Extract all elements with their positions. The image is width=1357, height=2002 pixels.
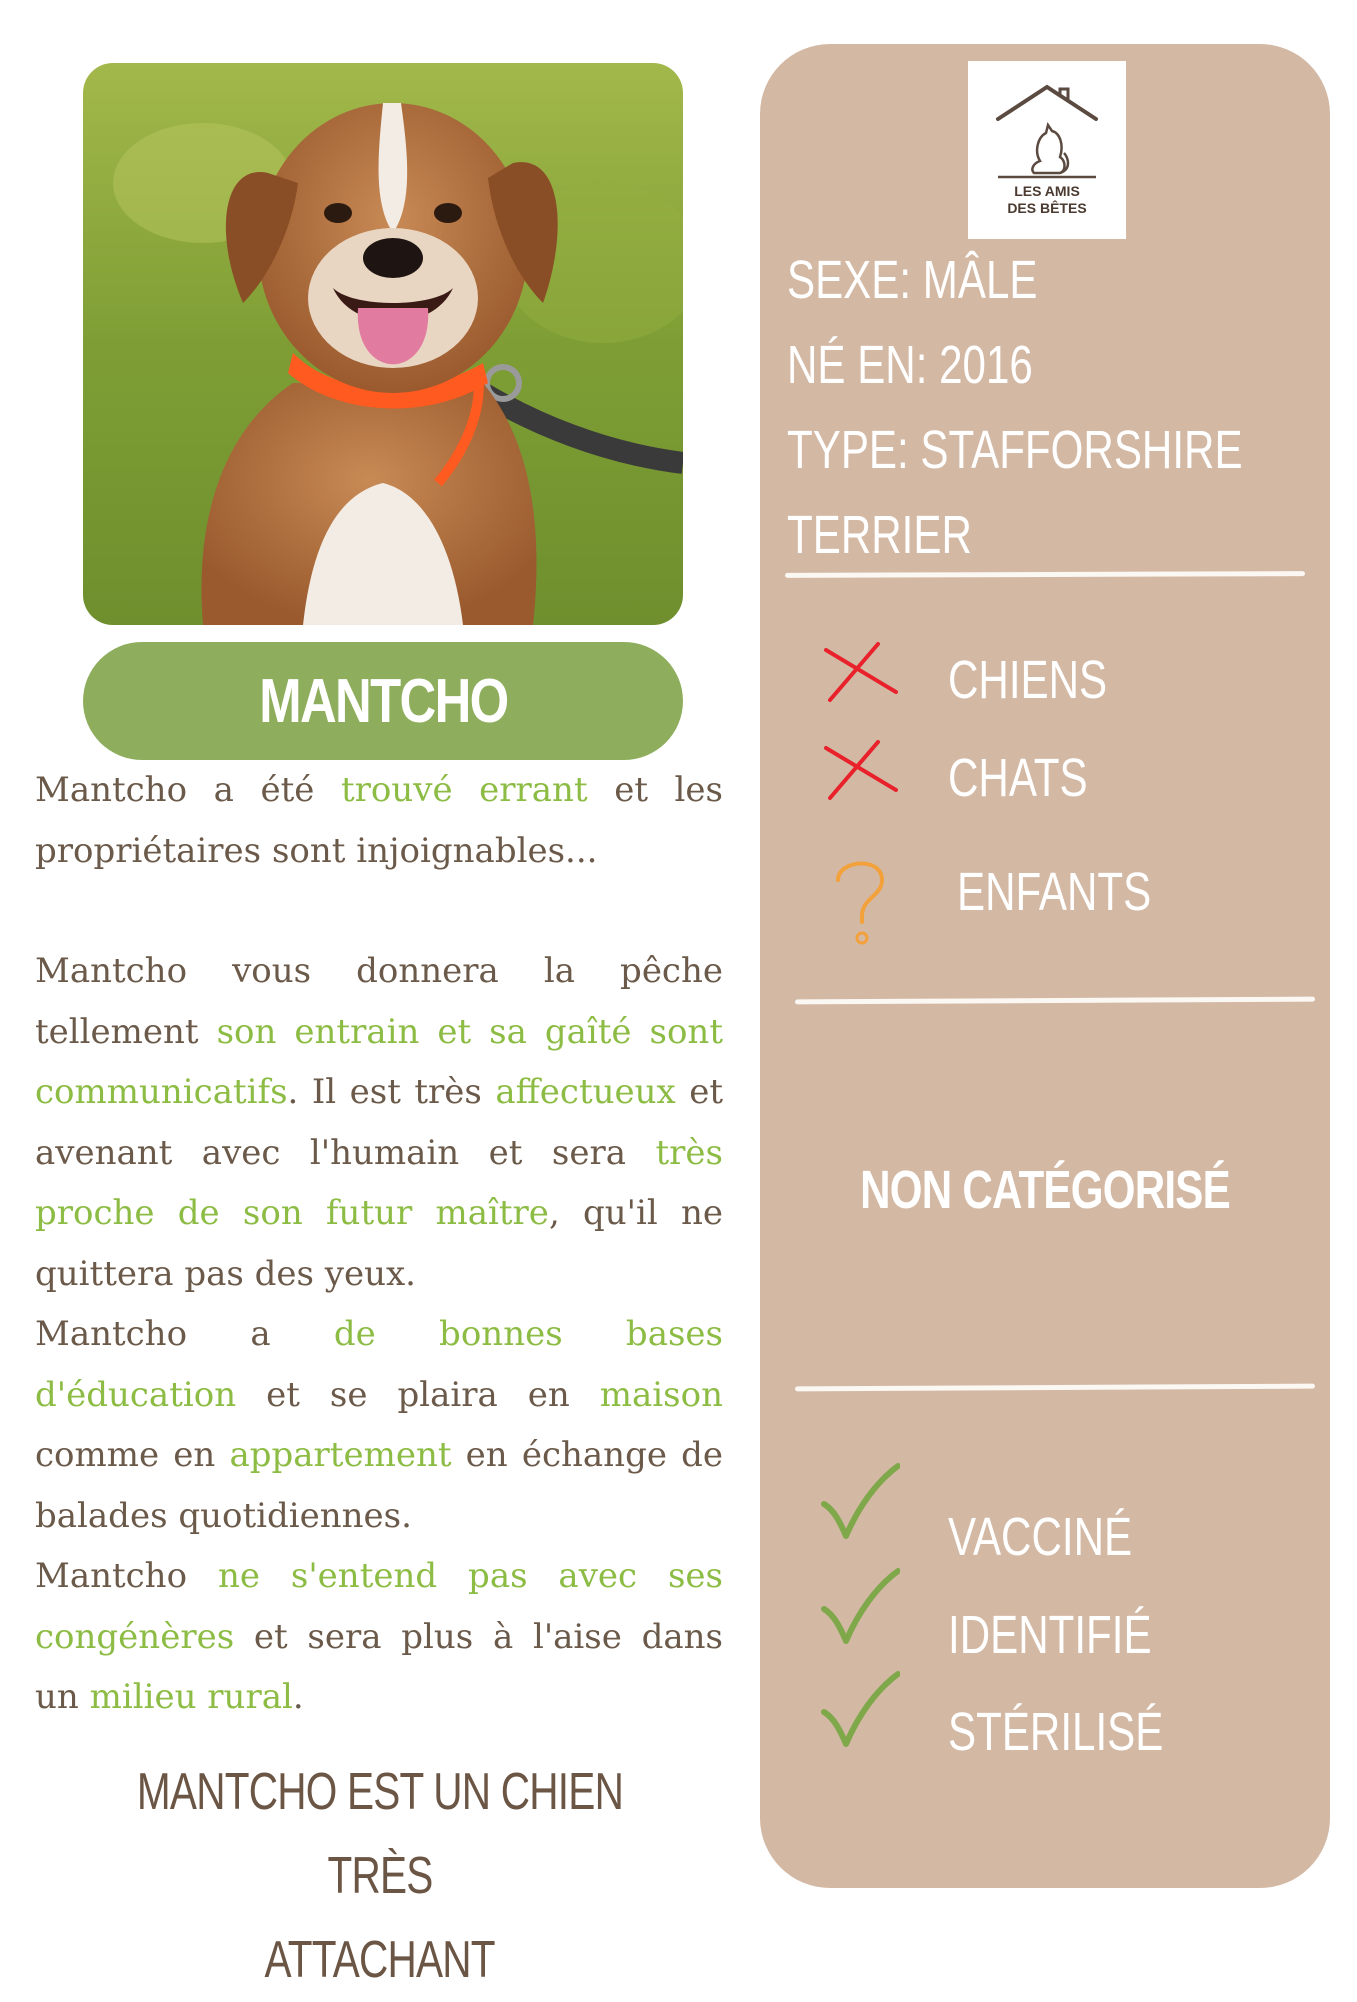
compat-dogs bbox=[820, 640, 1300, 720]
compat-cats-label: CHATS bbox=[948, 748, 1088, 808]
info-sex: SEXE: MÂLE bbox=[787, 250, 1038, 310]
house-cat-dog-icon bbox=[968, 61, 1126, 239]
check-icon bbox=[820, 1462, 900, 1542]
text: Mantcho a été bbox=[35, 770, 341, 810]
description-paragraph-1 bbox=[35, 760, 723, 881]
text: et les propriétaires sont injoignables... bbox=[35, 770, 724, 871]
text: et sera plus à l'aise dans un bbox=[35, 1616, 723, 1717]
text: , qu'il ne quittera pas des yeux. bbox=[35, 1193, 724, 1294]
highlight-text: trouvé errant bbox=[340, 770, 588, 810]
text: comme en bbox=[35, 1435, 230, 1475]
info-type-continued: TERRIER bbox=[787, 505, 972, 565]
category-label bbox=[760, 1155, 1330, 1225]
cross-icon bbox=[820, 640, 900, 720]
description bbox=[35, 760, 723, 1728]
question-icon bbox=[820, 850, 900, 950]
dog-photo bbox=[83, 63, 683, 625]
highlight-text: maison bbox=[599, 1374, 723, 1415]
compat-children-label: ENFANTS bbox=[957, 862, 1152, 922]
description-paragraph-4 bbox=[35, 1546, 723, 1728]
shelter-logo bbox=[968, 61, 1126, 239]
description-paragraph-2 bbox=[35, 941, 723, 1304]
health-sterilized-label: STÉRILISÉ bbox=[948, 1702, 1164, 1762]
text: Mantcho bbox=[35, 1556, 218, 1596]
check-icon bbox=[820, 1670, 900, 1750]
dog-name: MANTCHO bbox=[258, 666, 508, 736]
health-identified-label: IDENTIFIÉ bbox=[948, 1605, 1152, 1665]
highlight-text: milieu rural bbox=[89, 1677, 293, 1717]
text: et se plaira en bbox=[236, 1374, 600, 1415]
tagline-line-1: MANTCHO EST UN CHIEN TRÈS bbox=[136, 1763, 624, 1905]
category-text: NON CATÉGORISÉ bbox=[860, 1160, 1230, 1220]
name-banner bbox=[83, 642, 683, 760]
health-identified bbox=[820, 1567, 1300, 1665]
check-icon bbox=[820, 1567, 900, 1647]
info-birth-year: NÉ EN: 2016 bbox=[787, 335, 1033, 395]
compat-children bbox=[820, 850, 1300, 930]
health-vaccinated bbox=[820, 1462, 1300, 1567]
text: en échange de balades quotidiennes. bbox=[35, 1435, 724, 1536]
health-sterilized bbox=[820, 1670, 1300, 1762]
highlight-text: appartement bbox=[229, 1435, 452, 1475]
text: Mantcho vous donnera la pêche tellement bbox=[35, 951, 723, 1052]
highlight-text: très proche de son futur maître bbox=[35, 1132, 723, 1233]
tagline bbox=[40, 1750, 720, 2002]
text: . bbox=[292, 1677, 304, 1717]
logo-line-1: LES AMIS bbox=[1014, 183, 1080, 199]
compat-dogs-label: CHIENS bbox=[948, 650, 1108, 710]
description-paragraph-3 bbox=[35, 1304, 723, 1546]
highlight-text: son entrain et sa gaîté sont communicatifs bbox=[35, 1011, 723, 1112]
tagline-line-2: ATTACHANT bbox=[264, 1931, 496, 1989]
compat-cats bbox=[820, 738, 1300, 818]
highlight-text: ne s'entend pas avec ses congénères bbox=[35, 1556, 723, 1657]
dog-photo-icon bbox=[83, 63, 683, 625]
info-type: TYPE: STAFFORSHIRE bbox=[787, 420, 1243, 480]
health-vaccinated-label: VACCINÉ bbox=[948, 1507, 1133, 1567]
text: Mantcho a bbox=[35, 1314, 334, 1354]
text: et avenant avec l'humain et sera bbox=[35, 1072, 724, 1173]
highlight-text: affectueux bbox=[495, 1072, 676, 1112]
cross-icon bbox=[820, 738, 900, 818]
highlight-text: de bonnes bases d'éducation bbox=[35, 1314, 723, 1415]
logo-line-2: DES BÊTES bbox=[1007, 200, 1087, 216]
text: . Il est très bbox=[287, 1072, 496, 1112]
